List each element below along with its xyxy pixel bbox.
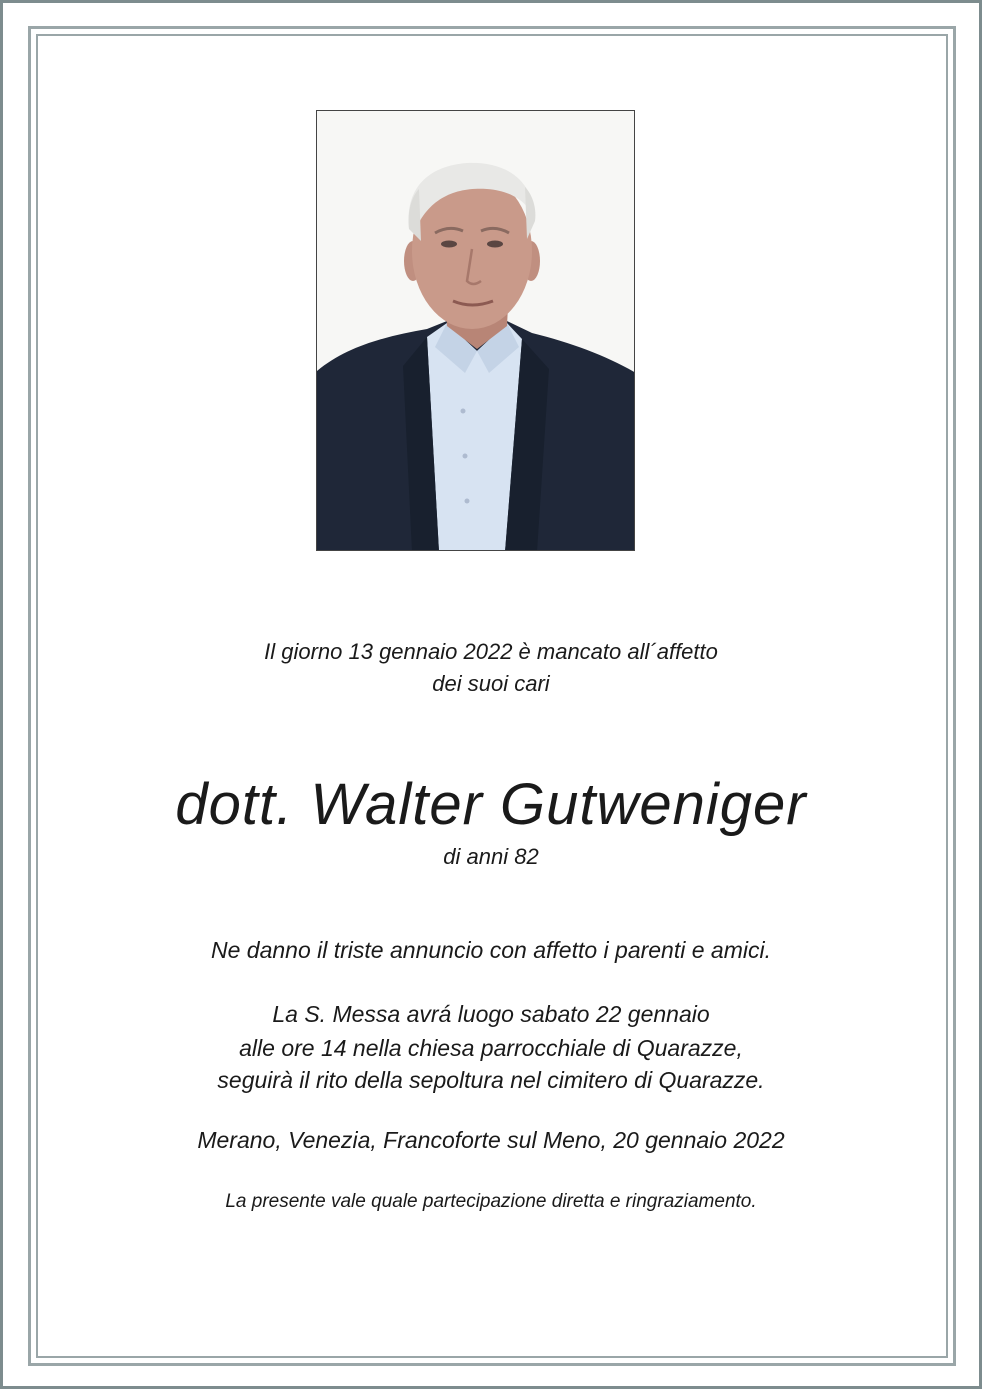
place-date-text: Merano, Venezia, Francoforte sul Meno, 20 gennaio 2022 bbox=[197, 1127, 785, 1153]
intro-text-line-1: Il giorno 13 gennaio 2022 è mancato all´affetto bbox=[264, 639, 718, 664]
deceased-name: dott. Walter Gutweniger bbox=[175, 772, 807, 837]
announcement-text: Ne danno il triste annuncio con affetto i parenti e amici. bbox=[211, 937, 771, 963]
mass-text-line-3: seguirà il rito della sepoltura nel cimitero di Quarazze. bbox=[217, 1067, 765, 1093]
portrait-photo bbox=[316, 110, 635, 551]
age-text: di anni 82 bbox=[443, 844, 539, 869]
portrait-illustration bbox=[317, 111, 635, 551]
mass-text-line-2: alle ore 14 nella chiesa parrocchiale di Quarazze, bbox=[239, 1035, 743, 1061]
mass-text-line-1: La S. Messa avrá luogo sabato 22 gennaio bbox=[272, 1001, 710, 1027]
intro-text-line-2: dei suoi cari bbox=[432, 671, 550, 696]
closing-text: La presente vale quale partecipazione diretta e ringraziamento. bbox=[225, 1191, 757, 1212]
